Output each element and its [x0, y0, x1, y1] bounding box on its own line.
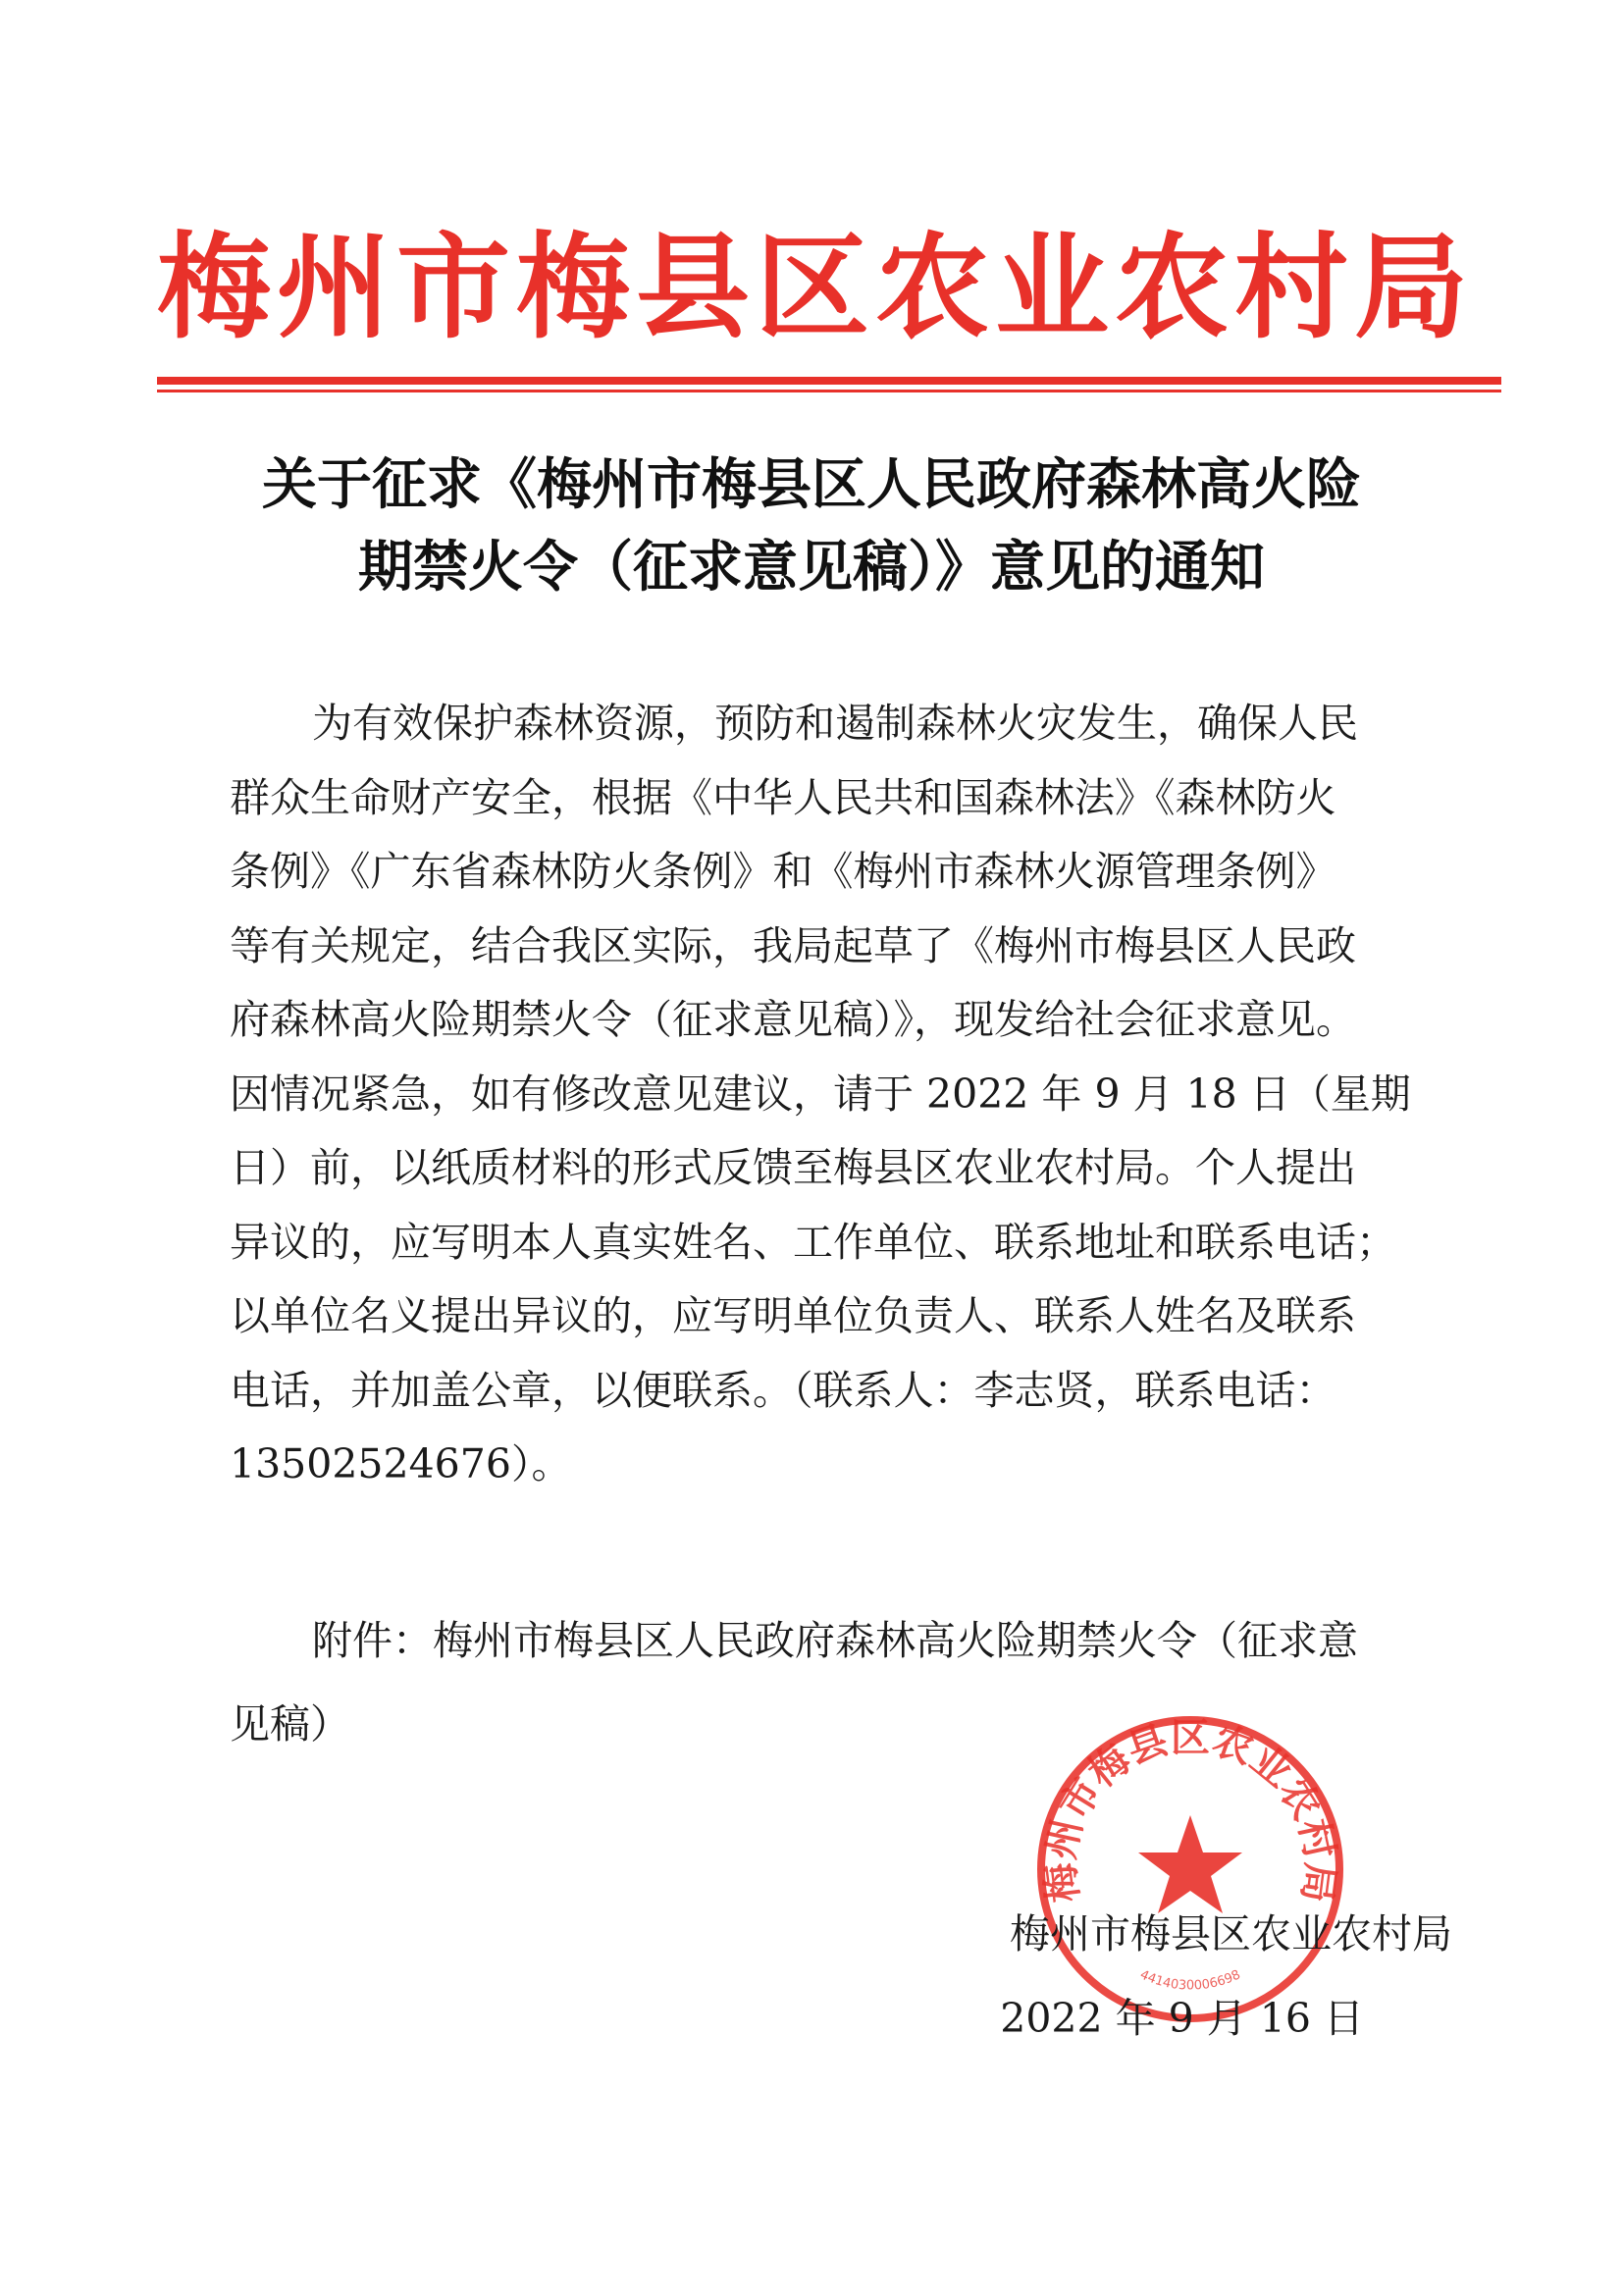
signature-block [942, 1892, 1452, 2061]
attachment-line-1: 附件：梅州市梅县区人民政府森林高火险期禁火令（征求意 [312, 1617, 1358, 1664]
notice-body [230, 687, 1446, 1502]
red-divider-thick [157, 377, 1501, 385]
body-line: 以单位名义提出异议的，应写明单位负责人、联系人姓名及联系 [230, 1292, 1356, 1339]
signature-date: 2022 年 9 月 16 日 [1000, 1995, 1364, 2042]
body-line: 13502524676）。 [230, 1440, 572, 1487]
attachment-line-2: 见稿） [230, 1700, 350, 1748]
body-line: 日）前，以纸质材料的形式反馈至梅县区农业农村局。个人提出 [230, 1144, 1356, 1191]
body-line: 异议的，应写明本人真实姓名、工作单位、联系地址和联系电话； [230, 1218, 1396, 1266]
body-line: 府森林高火险期禁火令（征求意见稿）》，现发给社会征求意见。 [230, 996, 1356, 1043]
body-line: 条例》《广东省森林防火条例》和《梅州市森林火源管理条例》 [230, 848, 1336, 895]
body-line: 电话，并加盖公章，以便联系。（联系人：李志贤，联系电话： [230, 1366, 1336, 1414]
document-title [196, 444, 1427, 608]
red-divider-thin [157, 390, 1501, 392]
body-line: 因情况紧急，如有修改意见建议，请于 2022 年 9 月 18 日（星期 [230, 1070, 1411, 1118]
body-line: 等有关规定，结合我区实际，我局起草了《梅州市梅县区人民政 [230, 921, 1356, 969]
body-line: 群众生命财产安全，根据《中华人民共和国森林法》《森林防火 [230, 773, 1336, 821]
title-line-1: 关于征求《梅州市梅县区人民政府森林高火险 [262, 452, 1361, 517]
seal-code: 4414030006698 [1137, 1967, 1243, 1994]
body-line: 为有效保护森林资源，预防和遏制森林火灾发生，确保人民 [312, 700, 1358, 747]
signature-organization: 梅州市梅县区农业农村局 [1010, 1910, 1452, 1957]
issuing-organization-header: 梅州市梅县区农业农村局 [157, 221, 1474, 354]
seal-text: 梅州市梅县区农业农村局 [1036, 1714, 1344, 1905]
title-line-2: 期禁火令（征求意见稿）》意见的通知 [358, 535, 1265, 600]
